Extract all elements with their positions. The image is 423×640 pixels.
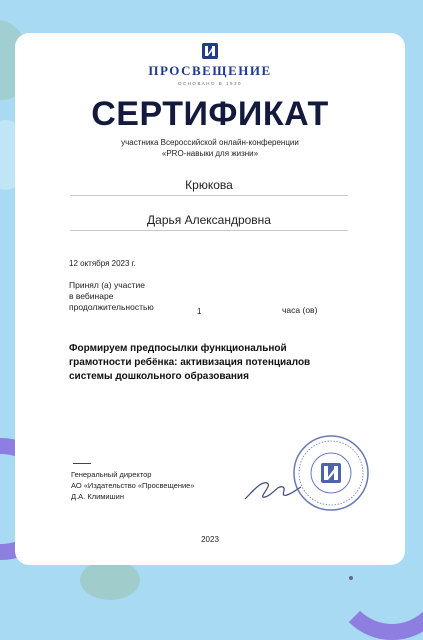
certificate-title: СЕРТИФИКАТ — [91, 95, 329, 133]
signer-org: АО «Издательство «Просвещение» — [71, 481, 195, 490]
participation-line: продолжительностью — [69, 302, 154, 312]
logo-subtitle: ОСНОВАНО В 1930 — [177, 81, 243, 86]
hours-unit: часа (ов) — [282, 305, 318, 315]
logo-name: ПРОСВЕЩЕНИЕ — [148, 63, 272, 78]
decor-dot — [349, 576, 353, 580]
signer-block — [71, 469, 195, 502]
event-date: 12 октября 2023 г. — [69, 259, 136, 268]
decor-blob — [80, 560, 140, 600]
participant-surname: Крюкова — [185, 178, 233, 192]
signer-name: Д.А. Климишин — [71, 492, 124, 501]
hours-value: 1 — [197, 307, 202, 316]
prosveshchenie-logo-icon — [202, 43, 218, 59]
official-seal — [291, 433, 371, 513]
signature-line — [73, 463, 91, 464]
publisher-logo — [15, 43, 405, 86]
certificate-year: 2023 — [201, 535, 219, 544]
signer-title: Генеральный директор — [71, 470, 152, 479]
subtitle-line: участника Всероссийской онлайн-конференции — [121, 138, 299, 147]
subtitle-line: «PRO-навыки для жизни» — [161, 149, 259, 158]
participant-name: Дарья Александровна — [147, 213, 271, 227]
divider — [70, 230, 348, 231]
divider — [70, 195, 348, 196]
topic-line: Формируем предпосылки функциональной — [69, 343, 287, 354]
certificate-subtitle — [15, 137, 405, 159]
participation-text — [69, 280, 154, 313]
topic-line: грамотности ребёнка: активизация потенциалов — [69, 357, 311, 368]
certificate-card — [15, 33, 405, 565]
participation-line: Принял (а) участие — [69, 280, 145, 290]
topic-line: системы дошкольного образования — [69, 371, 249, 382]
webinar-topic — [69, 342, 359, 384]
participation-line: в вебинаре — [69, 291, 114, 301]
